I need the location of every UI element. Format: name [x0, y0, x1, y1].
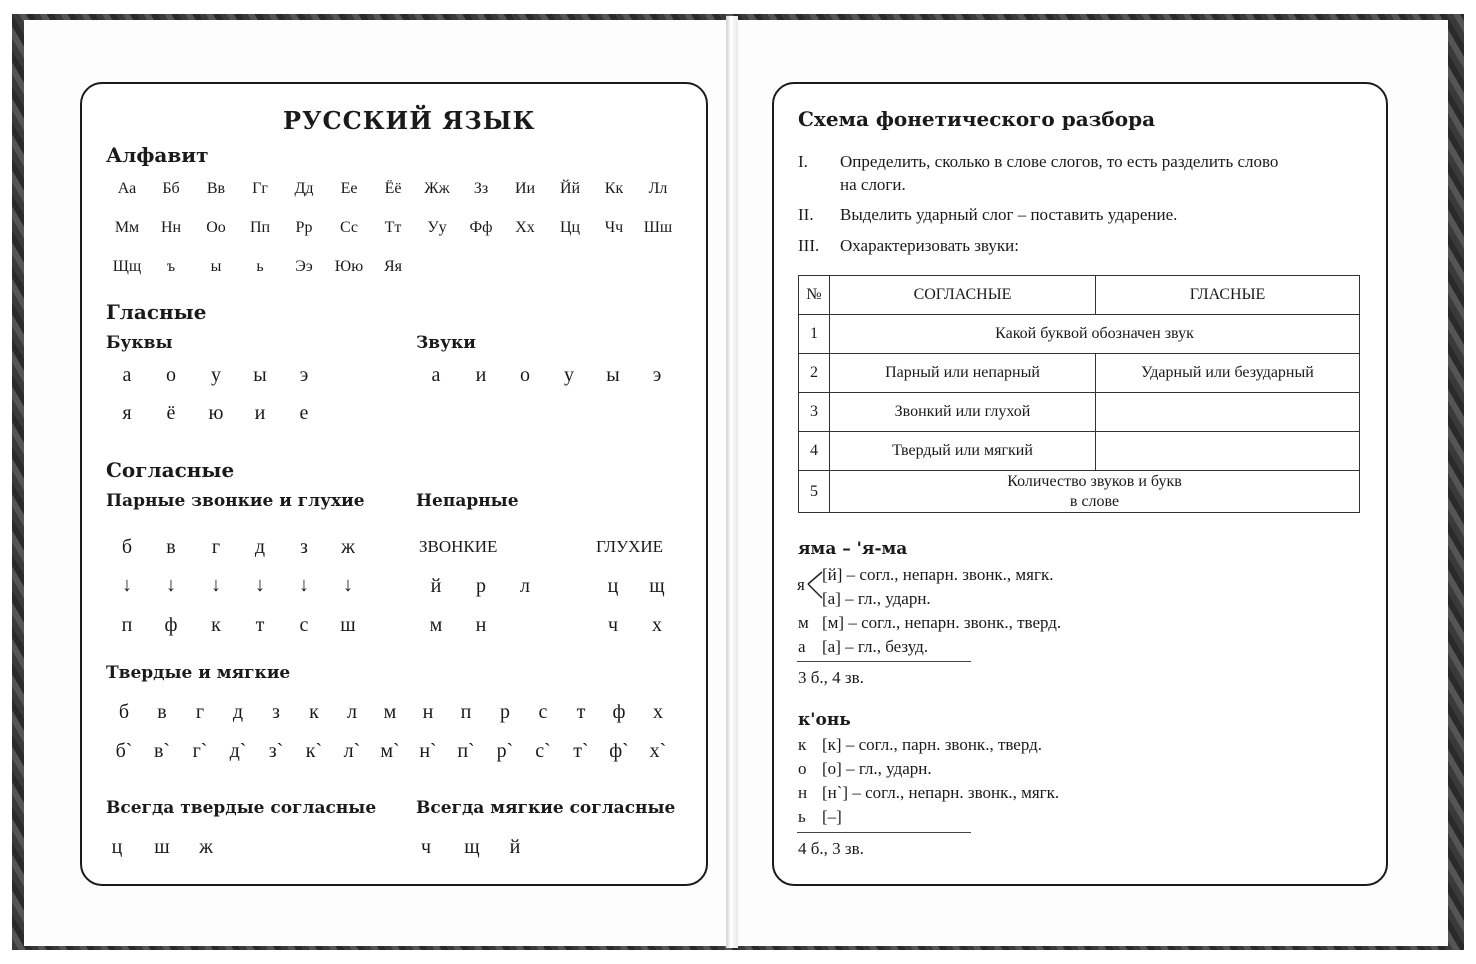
soft-letter: з` — [268, 740, 284, 762]
alphabet-letter: Сс — [340, 219, 358, 236]
unpaired-voiced-letter: м — [429, 614, 443, 636]
vowel-sound: э — [652, 364, 662, 386]
vowel-letter: а — [122, 364, 132, 386]
alphabet-letter: Дд — [294, 180, 314, 197]
analysis-title: Схема фонетического разбора — [798, 107, 1156, 131]
table-cell: Какой буквой обозначен звук — [830, 315, 1360, 354]
paired-voiceless-letter: с — [299, 614, 309, 636]
hard-letter: к — [309, 701, 319, 723]
hard-letter: в — [157, 701, 167, 723]
table-cell — [830, 471, 1360, 513]
hard-letter: ф — [612, 701, 626, 723]
unpaired-voiced-letter: р — [476, 575, 486, 597]
alphabet-letter: ъ — [166, 258, 176, 275]
alphabet-letter: Вв — [206, 180, 226, 197]
soft-letter: т` — [573, 740, 589, 762]
soft-letter: н` — [419, 740, 437, 762]
step-number: II. — [798, 205, 814, 224]
table-cell: Звонкий или глухой — [830, 393, 1096, 432]
alphabet-letter: Бб — [162, 180, 180, 197]
unpaired-voiced-letter: н — [475, 614, 487, 636]
voiced-label: ЗВОНКИЕ — [419, 537, 498, 556]
alphabet-letter: Гг — [252, 180, 268, 197]
hard-letter: б — [118, 701, 130, 723]
table-cell-number: 3 — [799, 393, 830, 432]
example-letter: к — [798, 735, 807, 754]
vowel-sounds-label: Звуки — [416, 333, 476, 353]
example-letter: ь — [798, 807, 806, 826]
soft-letter: л` — [343, 740, 361, 762]
alphabet-letter: ы — [210, 258, 222, 275]
vowel-sound: а — [431, 364, 441, 386]
always-hard-letter: ц — [111, 836, 123, 858]
alphabet-letter: Ии — [514, 180, 536, 197]
alphabet-heading: Алфавит — [106, 143, 209, 167]
soft-letter: ф` — [609, 740, 629, 762]
unpaired-voiceless-letter: щ — [649, 575, 665, 597]
paired-voiceless-letter: т — [255, 614, 265, 636]
table-header-consonants: СОГЛАСНЫЕ — [830, 276, 1096, 315]
always-soft-letter: ч — [420, 836, 432, 858]
example-letter: а — [798, 637, 806, 656]
page-title: РУССКИЙ ЯЗЫК — [283, 106, 536, 135]
alphabet-letter: Зз — [473, 180, 489, 197]
table-cell-empty — [1096, 432, 1360, 471]
table-cell-line: в слове — [1069, 492, 1120, 510]
alphabet-letter: Уу — [427, 219, 447, 236]
phonetic-table — [798, 275, 1360, 513]
paired-voiced-letter: з — [300, 536, 308, 558]
example-total: 3 б., 4 зв. — [798, 668, 864, 687]
vowel-letter: э — [299, 364, 309, 386]
vowel-letter: о — [166, 364, 176, 386]
alphabet-letter: Кк — [604, 180, 624, 197]
table-header-vowels: ГЛАСНЫЕ — [1096, 276, 1360, 315]
always-soft-letter: щ — [464, 836, 480, 858]
book-spine — [726, 16, 738, 948]
hard-letter: з — [272, 701, 280, 723]
consonants-heading: Согласные — [106, 458, 235, 482]
example-total: 4 б., 3 зв. — [798, 839, 864, 858]
unpaired-voiceless-letter: ч — [607, 614, 619, 636]
example-line: [й] – согл., непарн. звонк., мягк. — [822, 565, 1054, 584]
vowel-letter: я — [122, 402, 132, 424]
hard-letter: м — [383, 701, 397, 723]
divider — [797, 661, 971, 662]
vowels-heading: Гласные — [106, 300, 207, 324]
left-frame — [80, 82, 708, 886]
alphabet-letter: Юю — [334, 258, 364, 275]
alphabet-letter: Ёё — [384, 180, 402, 197]
soft-letter: в` — [153, 740, 171, 762]
alphabet-letter: Цц — [559, 219, 581, 236]
example-word: к'онь — [798, 710, 851, 730]
table-row — [799, 432, 1360, 471]
soft-letter: б` — [115, 740, 133, 762]
table-row — [799, 354, 1360, 393]
table-cell: Парный или непарный — [830, 354, 1096, 393]
soft-letter: г` — [192, 740, 208, 762]
always-hard-letter: ж — [199, 836, 213, 858]
alphabet-letter: ь — [256, 258, 264, 275]
vowel-letter: ё — [166, 402, 176, 424]
table-cell-number: 1 — [799, 315, 830, 354]
paired-voiced-letter: б — [121, 536, 133, 558]
paired-voiceless-letter: ш — [340, 614, 356, 636]
step-text-continued: на слоги. — [840, 175, 906, 194]
unpaired-voiceless-letter: ц — [607, 575, 619, 597]
paired-voiceless-letter: п — [121, 614, 133, 636]
alphabet-letter: Чч — [604, 219, 624, 236]
vowel-sound: у — [564, 364, 574, 386]
unpaired-label: Непарные — [416, 491, 519, 511]
table-header-number: № — [799, 276, 830, 315]
soft-letter: м` — [380, 740, 400, 762]
example-letter: н — [798, 783, 808, 802]
table-row — [799, 315, 1360, 354]
divider — [797, 832, 971, 833]
example-line: [н`] – согл., непарн. звонк., мягк. — [822, 783, 1060, 802]
arrow-down-icon: ↓ — [122, 574, 132, 596]
hard-letter: с — [538, 701, 548, 723]
arrow-down-icon: ↓ — [299, 574, 309, 596]
paired-label: Парные звонкие и глухие — [106, 491, 365, 511]
voiceless-label: ГЛУХИЕ — [596, 537, 664, 556]
arrow-down-icon: ↓ — [255, 574, 265, 596]
alphabet-letter: Шш — [643, 219, 673, 236]
alphabet-letter: Ээ — [295, 258, 313, 275]
alphabet-letter: Яя — [383, 258, 403, 275]
hard-letter: л — [347, 701, 357, 723]
alphabet-letter: Фф — [469, 219, 493, 236]
example-line: [а] – гл., безуд. — [822, 637, 929, 656]
step-number: III. — [798, 236, 820, 255]
example-line: [м] – согл., непарн. звонк., тверд. — [822, 613, 1062, 632]
alphabet-letter: Рр — [295, 219, 313, 236]
alphabet-letter: Щщ — [112, 258, 142, 275]
paired-voiced-letter: д — [254, 536, 266, 558]
alphabet-letter: Пп — [249, 219, 271, 236]
soft-letter: п` — [457, 740, 475, 762]
vowel-letter: ю — [208, 402, 224, 424]
always-hard-label: Всегда твердые согласные — [106, 798, 377, 818]
unpaired-voiceless-letter: х — [652, 614, 662, 636]
unpaired-voiced-letter: л — [520, 575, 530, 597]
table-cell: Ударный или безударный — [1096, 354, 1360, 393]
arrow-down-icon: ↓ — [166, 574, 176, 596]
table-cell-number: 4 — [799, 432, 830, 471]
step-text: Определить, сколько в слове слогов, то есть разделить слово — [840, 152, 1279, 171]
example-letter: м — [798, 613, 809, 632]
vowel-letter: у — [211, 364, 221, 386]
alphabet-letter: Аа — [117, 180, 137, 197]
paired-voiced-letter: в — [166, 536, 176, 558]
example-line: [–] — [822, 807, 842, 826]
hard-letter: г — [195, 701, 205, 723]
alphabet-letter: Йй — [559, 180, 581, 197]
paired-voiced-letter: ж — [341, 536, 355, 558]
vowel-letter: ы — [253, 364, 267, 386]
paired-voiceless-letter: к — [211, 614, 221, 636]
paired-voiceless-letter: ф — [164, 614, 178, 636]
example-letter: я — [797, 575, 805, 594]
hard-letter: х — [653, 701, 663, 723]
alphabet-letter: Тт — [384, 219, 402, 236]
always-soft-label: Всегда мягкие согласные — [416, 798, 676, 818]
alphabet-letter: Нн — [160, 219, 182, 236]
arrow-down-icon: ↓ — [343, 574, 353, 596]
example-line: [а] – гл., ударн. — [822, 589, 931, 608]
table-cell-line: Количество звуков и букв — [1007, 472, 1182, 490]
example-line: [к] – согл., парн. звонк., тверд. — [822, 735, 1043, 754]
vowel-letter: и — [254, 402, 266, 424]
vowel-sound: о — [520, 364, 530, 386]
always-hard-letter: ш — [154, 836, 170, 858]
hard-letter: р — [500, 701, 510, 723]
always-soft-letter: й — [509, 836, 521, 858]
table-cell-empty — [1096, 393, 1360, 432]
alphabet-letter: Оо — [206, 219, 226, 236]
paired-voiced-letter: г — [211, 536, 221, 558]
example-letter: о — [798, 759, 807, 778]
soft-letter: с` — [535, 740, 551, 762]
step-text: Охарактеризовать звуки: — [840, 236, 1019, 255]
hard-letter: д — [232, 701, 244, 723]
table-cell: Твердый или мягкий — [830, 432, 1096, 471]
alphabet-letter: Хх — [515, 219, 535, 236]
alphabet-letter: Ее — [340, 180, 358, 197]
alphabet-letter: Лл — [648, 180, 668, 197]
soft-letter: к` — [305, 740, 323, 762]
step-number: I. — [798, 152, 808, 171]
hard-letter: т — [576, 701, 586, 723]
vowel-letter: е — [299, 402, 309, 424]
soft-letter: д` — [229, 740, 247, 762]
hard-soft-heading: Твердые и мягкие — [106, 663, 291, 683]
example-word: яма – 'я-ма — [798, 539, 908, 559]
vowel-letters-label: Буквы — [106, 333, 173, 353]
step-text: Выделить ударный слог – поставить ударение. — [840, 205, 1178, 224]
vowel-sound: и — [475, 364, 487, 386]
soft-letter: х` — [649, 740, 667, 762]
table-row — [799, 471, 1360, 513]
hard-letter: н — [422, 701, 434, 723]
alphabet-letter: Мм — [114, 219, 140, 236]
table-row — [799, 393, 1360, 432]
vowel-sound: ы — [606, 364, 620, 386]
alphabet-letter: Жж — [424, 180, 450, 197]
soft-letter: р` — [496, 740, 514, 762]
hard-letter: п — [460, 701, 472, 723]
table-cell-number: 5 — [799, 471, 830, 513]
arrow-down-icon: ↓ — [211, 574, 221, 596]
example-line: [о] – гл., ударн. — [822, 759, 932, 778]
unpaired-voiced-letter: й — [430, 575, 442, 597]
table-cell-number: 2 — [799, 354, 830, 393]
